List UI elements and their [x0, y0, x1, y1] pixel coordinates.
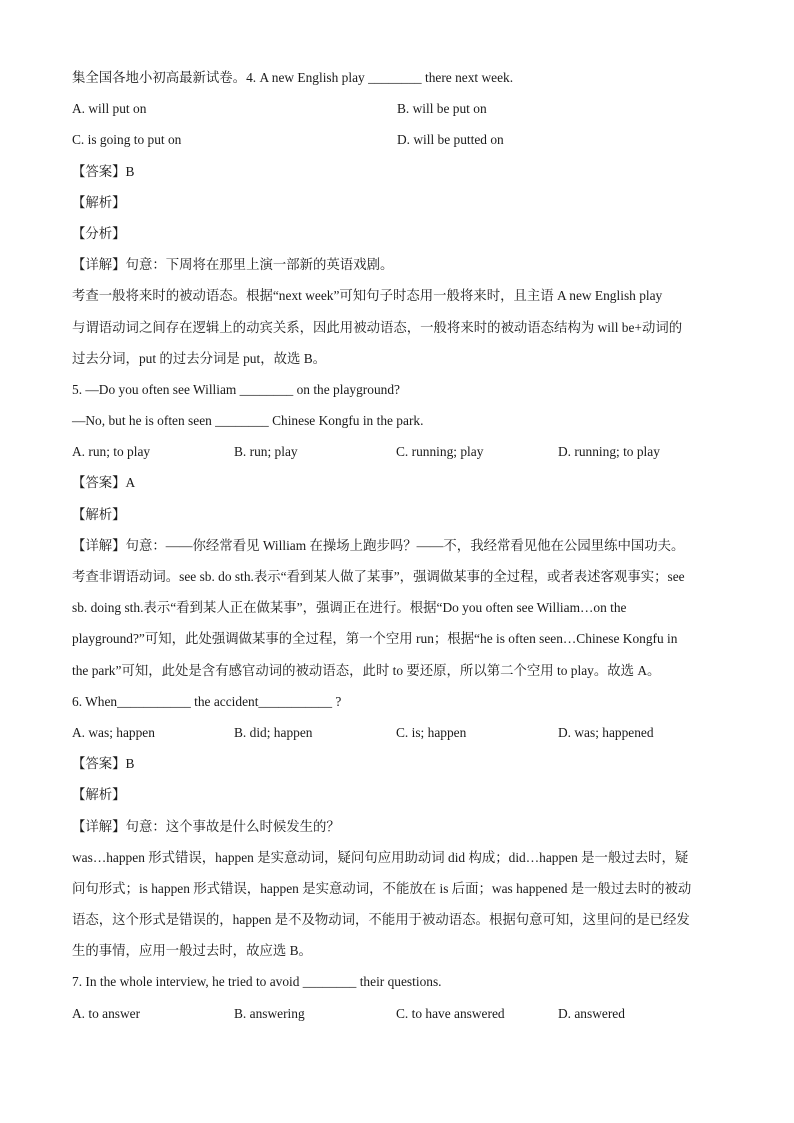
- explanation-line: 过去分词，put 的过去分词是 put，故选 B。: [72, 350, 327, 366]
- explanation-line: 问句形式；is happen 形式错误，happen 是实意动词，不能放在 is 后面；was happened 是一般过去时的被动: [72, 880, 692, 896]
- option-d: D. was; happened: [558, 724, 654, 740]
- option-b: B. run; play: [234, 444, 298, 460]
- answer-label: 【答案】B: [72, 756, 135, 772]
- explanation-line: playground?”可知，此处强调做某事的全过程，第一个空用 run；根据“he is often seen…Chinese Kongfu in: [72, 631, 678, 647]
- option-d: D. will be putted on: [397, 132, 504, 148]
- document-page: [72, 62, 722, 1029]
- option-a: A. to answer: [72, 1005, 141, 1021]
- explanation-line: 生的事情，应用一般过去时，故应选 B。: [72, 943, 312, 959]
- question-6-stem: 6. When___________ the accident___________ ?: [72, 693, 342, 709]
- option-b: B. did; happen: [234, 724, 313, 740]
- option-d: D. answered: [558, 1005, 625, 1021]
- explanation-line: 与谓语动词之间存在逻辑上的动宾关系，因此用被动语态，一般将来时的被动语态结构为 will be+动词的: [72, 319, 683, 335]
- explanation-line: 考查一般将来时的被动语态。根据“next week”可知句子时态用一般将来时，且主语 A new English play: [72, 288, 663, 304]
- option-a: A. was; happen: [72, 724, 155, 740]
- option-c: C. is; happen: [396, 724, 467, 740]
- analysis-label: 【解析】: [72, 506, 126, 522]
- explanation-line: 【详解】句意：下周将在那里上演一部新的英语戏剧。: [72, 257, 394, 273]
- option-c: C. is going to put on: [72, 132, 182, 148]
- analysis-label: 【解析】: [72, 787, 126, 803]
- explanation-line: 【详解】句意：这个事故是什么时候发生的？: [72, 818, 340, 834]
- option-b: B. will be put on: [397, 101, 487, 117]
- option-c: C. to have answered: [396, 1005, 505, 1021]
- explanation-line: 【详解】句意：——你经常看见 William 在操场上跑步吗？——不，我经常看见他在公园里练中国功夫。: [72, 537, 685, 553]
- explanation-line: 语态，这个形式是错误的，happen 是不及物动词，不能用于被动语态。根据句意可知，这里问的是已经发: [72, 912, 690, 928]
- option-d: D. running; to play: [558, 444, 660, 460]
- option-b: B. answering: [234, 1005, 305, 1021]
- fenxi-label: 【分析】: [72, 225, 126, 241]
- explanation-line: was…happen 形式错误，happen 是实意动词，疑问句应用助动词 did 构成；did…happen 是一般过去时，疑: [72, 849, 689, 865]
- explanation-line: 考查非谓语动词。see sb. do sth.表示“看到某人做了某事”，强调做某事的全过程，或者表述客观事实；see: [72, 569, 685, 584]
- question-5-options: [72, 436, 722, 467]
- question-4-options-row1: [72, 93, 722, 124]
- option-c: C. running; play: [396, 444, 484, 460]
- question-7-options: [72, 998, 722, 1029]
- question-5-stem: 5. —Do you often see William ________ on the playground?: [72, 381, 400, 397]
- question-6-options: [72, 717, 722, 748]
- question-4-options-row2: [72, 124, 722, 155]
- analysis-label: 【解析】: [72, 194, 126, 210]
- explanation-line: the park”可知，此处是含有感官动词的被动语态，此时 to 要还原，所以第二个空用 to play。故选 A。: [72, 662, 661, 678]
- option-a: A. will put on: [72, 101, 147, 117]
- option-a: A. run; to play: [72, 444, 151, 460]
- answer-label: 【答案】B: [72, 163, 135, 179]
- answer-label: 【答案】A: [72, 475, 136, 491]
- question-4-stem: 集全国各地小初高最新试卷。4. A new English play ________ there next week.: [72, 70, 514, 85]
- question-7-stem: 7. In the whole interview, he tried to avoid ________ their questions.: [72, 974, 442, 990]
- question-5-stem-line2: —No, but he is often seen ________ Chinese Kongfu in the park.: [72, 413, 424, 429]
- explanation-line: sb. doing sth.表示“看到某人正在做某事”，强调正在进行。根据“Do you often see William…on the: [72, 600, 627, 616]
